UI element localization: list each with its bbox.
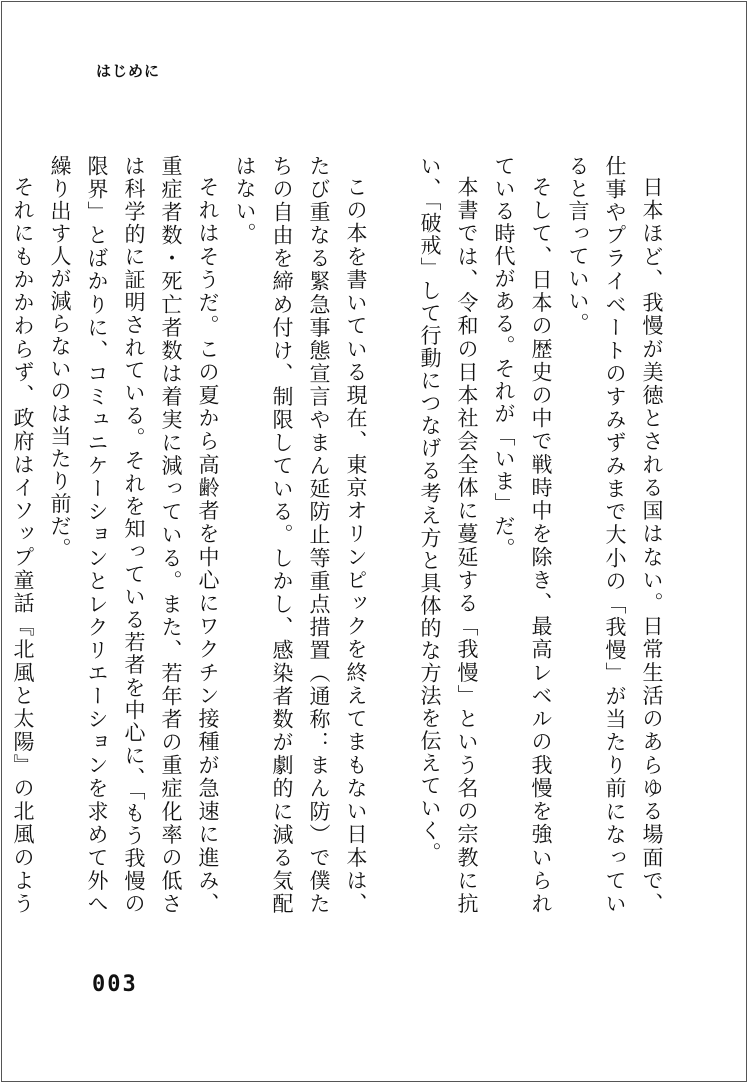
paragraph-5: それはそうだ。この夏から高齢者を中心にワクチン接種が急速に進み、重症者数・死亡者数は着実に減っている。また、若年者の重症化率の低さは科学的に証明されている。それを知っている若者を中心に、「もう我慢の限界」とばかりに、コミュニケーションとレクリエーションを求めて外へ繰り出す人が減らないのは当たり前だ。 — [48, 155, 220, 916]
paragraph-3: 本書では、令和の日本社会全体に蔓延する「我慢」という名の宗教に抗い、「破戒」して行動につなげる考え方と具体的な方法を伝えていく。 — [418, 155, 479, 915]
paragraph-4: この本を書いている現在、東京オリンピックを終えてまもない日本は、たび重なる緊急事態宣言やまん延防止等重点措置（通称：まん防）で僕たちの自由を締め付け、制限している。しかし、感染者数が劇的に減る気配はない。 — [233, 155, 368, 916]
running-head: はじめに — [96, 62, 161, 80]
blank-line — [374, 155, 411, 915]
paragraph-1: 日本ほど、我慢が美徳とされる国はない。日常生活のあらゆる場面で、仕事やプライベートのすみずみまで大小の「我慢」が当たり前になっていると言っていい。 — [566, 155, 664, 915]
paragraph-6: それにもかかわらず、政府はイソップ童話『北風と太陽』の北風のよう — [11, 176, 35, 916]
paragraph-2: そして、日本の歴史の中で戦時中を除き、最高レベルの我慢を強いられている時代がある。それが「いま」だ。 — [492, 155, 553, 916]
body-text — [0, 155, 670, 915]
page-number: 003 — [92, 972, 138, 997]
